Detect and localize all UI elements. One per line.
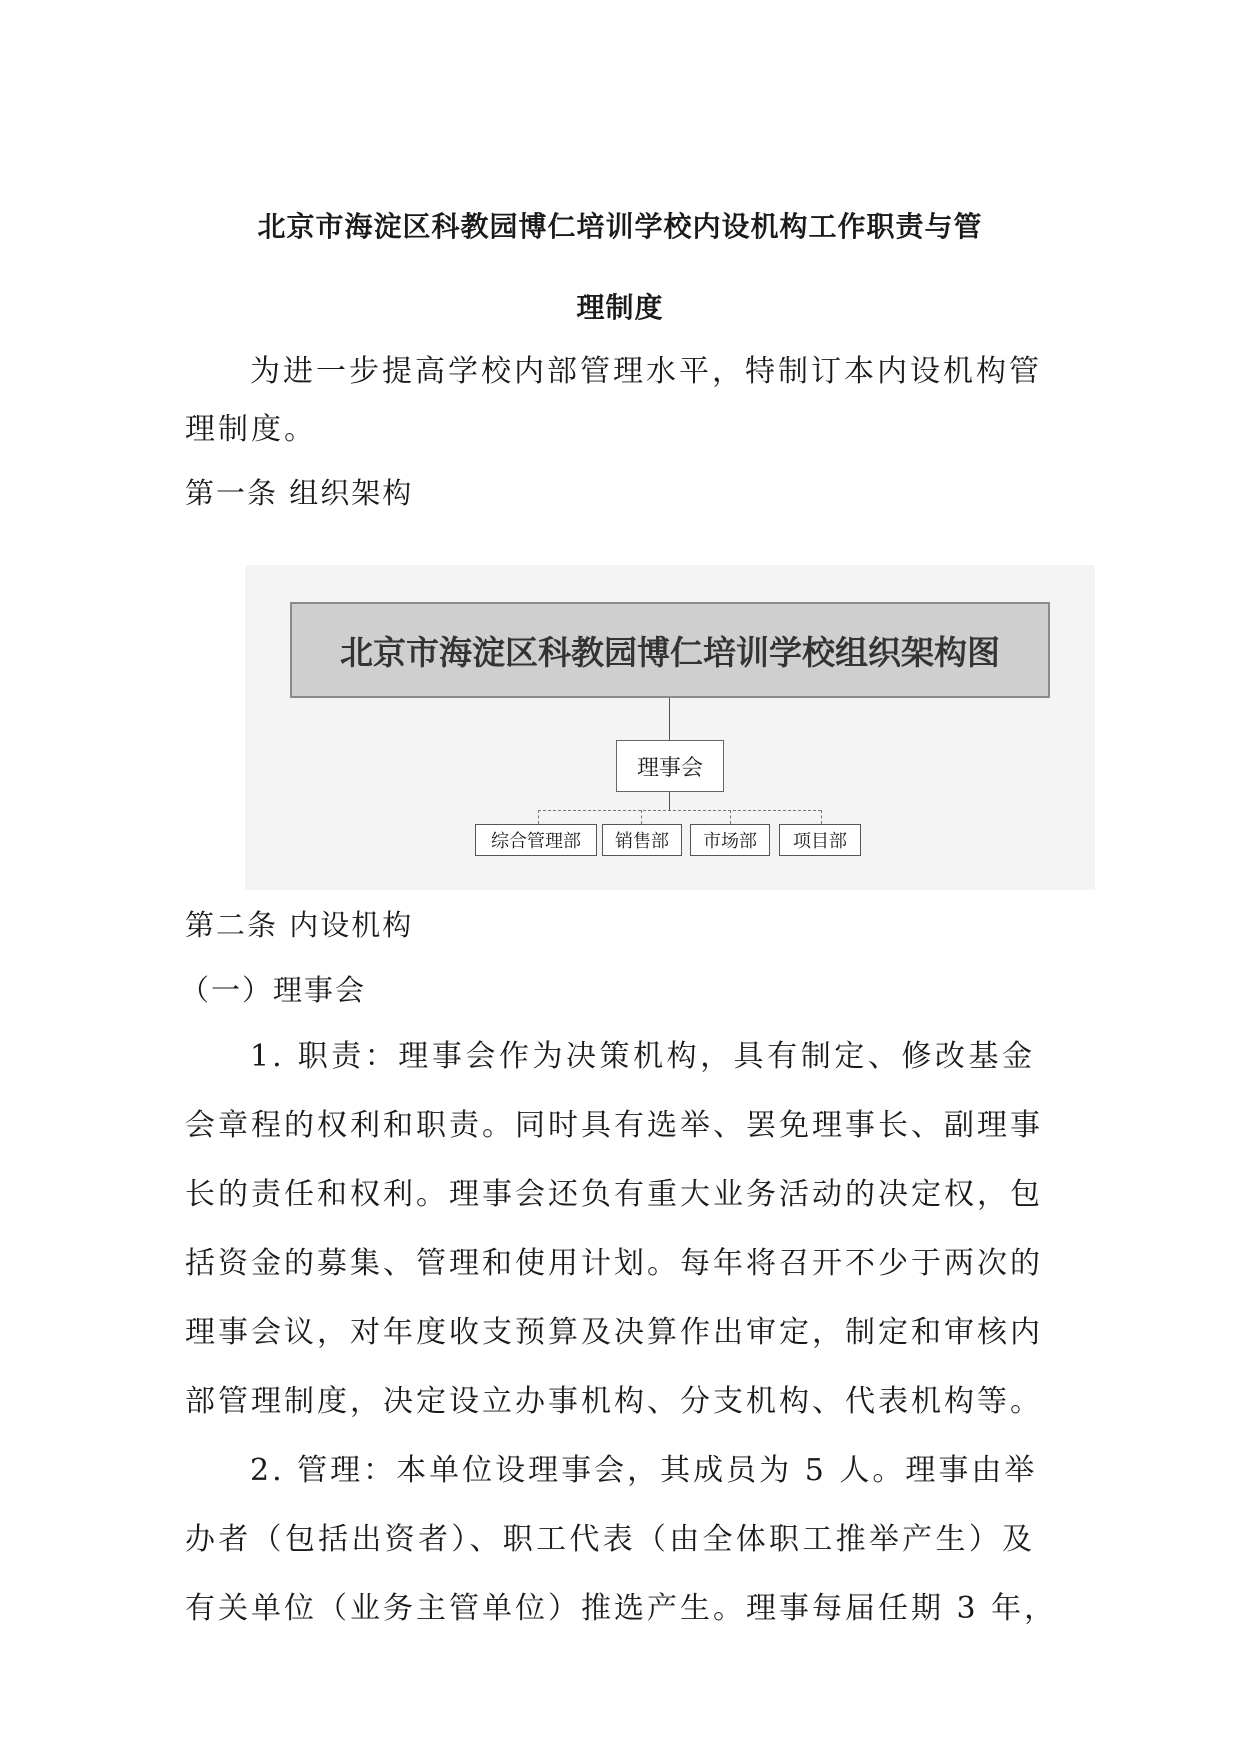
org-chart-title: 北京市海淀区科教园博仁培训学校组织架构图 — [290, 602, 1050, 698]
org-node-board: 理事会 — [616, 740, 724, 792]
paragraph-line: 会章程的权利和职责。同时具有选举、罢免理事长、副理事 — [185, 1108, 1043, 1143]
article-2-heading: 第二条 内设机构 — [185, 908, 414, 942]
paragraph-line: 1. 职责：理事会作为决策机构，具有制定、修改基金 — [250, 1039, 1035, 1074]
org-connector-line — [669, 792, 670, 810]
paragraph-line: 括资金的募集、管理和使用计划。每年将召开不少于两次的 — [185, 1246, 1043, 1281]
org-node-department: 销售部 — [602, 824, 682, 856]
org-node-department: 综合管理部 — [475, 824, 597, 856]
paragraph-line: 办者（包括出资者）、职工代表（由全体职工推举产生）及 — [185, 1522, 1035, 1557]
org-branch-drop — [730, 810, 731, 824]
intro-line-2: 理制度。 — [185, 412, 317, 447]
paragraph-line: 有关单位（业务主管单位）推选产生。理事每届任期 3 年， — [185, 1591, 1058, 1626]
section-1-heading: （一）理事会 — [180, 973, 367, 1007]
document-title-line-2: 理制度 — [576, 291, 664, 324]
org-branch-drop — [641, 810, 642, 824]
intro-line-1: 为进一步提高学校内部管理水平，特制订本内设机构管 — [250, 354, 1042, 389]
org-branch-line — [538, 810, 821, 811]
paragraph-line: 长的责任和权利。理事会还负有重大业务活动的决定权，包 — [185, 1177, 1043, 1212]
document-title-line-1: 北京市海淀区科教园博仁培训学校内设机构工作职责与管 — [257, 210, 983, 243]
paragraph-line: 部管理制度，决定设立办事机构、分支机构、代表机构等。 — [185, 1384, 1043, 1419]
paragraph-line: 理事会议，对年度收支预算及决算作出审定，制定和审核内 — [185, 1315, 1043, 1350]
article-1-heading: 第一条 组织架构 — [185, 476, 414, 510]
org-branch-drop — [821, 810, 822, 824]
org-node-department: 市场部 — [690, 824, 770, 856]
org-branch-drop — [538, 810, 539, 824]
paragraph-line: 2. 管理：本单位设理事会，其成员为 5 人。理事由举 — [250, 1453, 1038, 1488]
org-connector-line — [669, 698, 670, 740]
org-node-department: 项目部 — [779, 824, 861, 856]
